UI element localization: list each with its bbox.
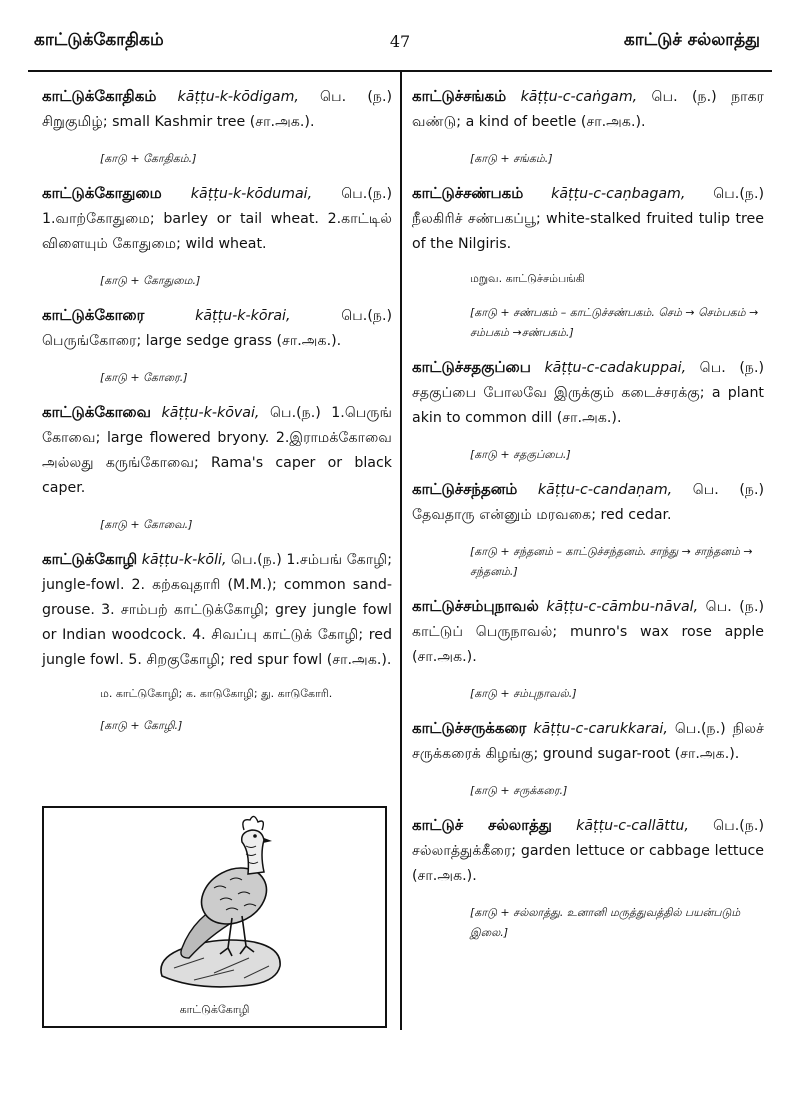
definition: பெ. (ந.) காட்டுப் பெருநாவல்; munro's wax rose apple (சா.அக.). — [412, 599, 764, 665]
etymology: [காடு + சருக்கரை.] — [470, 784, 568, 797]
etymology: [காடு + கோதுமை.] — [100, 274, 201, 287]
transliteration: kāṭṭu-c-callāttu, — [576, 818, 689, 834]
etymology: [காடு + கோவை.] — [100, 518, 193, 531]
definition: பெ.(ந.) பெருங்கோரை; large sedge grass (சா.அக.). — [42, 308, 392, 349]
headword: காட்டுச்சண்பகம் — [412, 184, 524, 202]
transliteration: kāṭṭu-k-kōdumai, — [190, 186, 313, 202]
transliteration: kāṭṭu-c-carukkarai, — [533, 721, 668, 737]
transliteration: kāṭṭu-c-caṇbagam, — [551, 186, 686, 202]
headword: காட்டுச்சருக்கரை — [412, 719, 527, 737]
dictionary-entry — [42, 303, 392, 388]
headword: காட்டுச்சங்கம் — [412, 87, 507, 105]
dictionary-entry — [412, 181, 764, 343]
transliteration: kāṭṭu-c-candaṇam, — [537, 482, 673, 498]
dictionary-entry — [412, 84, 764, 169]
illustration-box — [42, 806, 387, 1028]
definition: பெ.(ந.) நிலச் சருக்கரைக் கிழங்கு; ground sugar-root (சா.அக.). — [412, 721, 764, 762]
definition: பெ.(ந.) 1.பெருங் கோவை; large flowered bryony. 2.இராமக்கோவை அல்லது கருங்கோவை; Rama's caper or black caper. — [42, 405, 392, 496]
entry-text — [42, 181, 392, 257]
entry-text — [412, 813, 764, 889]
entry-text — [412, 181, 764, 257]
headword: காட்டுக்கோவை — [42, 403, 151, 421]
definition: பெ.(ந.) 1.சம்பங் கோழி; jungle-fowl. 2. கற்கவுதாரி (M.M.); common sand-grouse. 3. சாம்பற் காட்டுக்கோழி; grey jungle fowl or Indian woodcock. 4. சிவப்பு காட்டுக் கோழி; red jungle fowl. 5. சிறகுகோழி; red spur fowl (சா.அக.). — [42, 552, 392, 668]
entry-text — [412, 355, 764, 431]
page-header — [28, 30, 772, 64]
etymology: [காடு + சதகுப்பை.] — [470, 448, 571, 461]
transliteration: kāṭṭu-c-cadakuppai, — [544, 360, 687, 376]
definition: பெ.(ந.) 1.வாற்கோதுமை; barley or tail wheat. 2.காட்டில் விளையும் கோதுமை; wild wheat. — [42, 186, 392, 252]
definition: பெ. (ந.) தேவதாரு என்னும் மரவகை; red cedar. — [412, 482, 764, 523]
etymology: [காடு + கோழி.] — [100, 719, 183, 732]
etymology: [காடு + சம்புநாவல்.] — [470, 687, 577, 700]
transliteration: kāṭṭu-k-kōrai, — [195, 308, 291, 324]
entry-text — [412, 716, 764, 767]
dictionary-entry — [412, 716, 764, 801]
page-number: 47 — [389, 32, 411, 51]
dictionary-entry — [412, 355, 764, 465]
dictionary-entry — [42, 84, 392, 169]
dictionary-entry — [412, 477, 764, 582]
figure-caption: காட்டுக்கோழி — [179, 1003, 250, 1016]
entry-text — [42, 84, 392, 135]
entry-text — [42, 400, 392, 501]
entry-text — [412, 594, 764, 670]
header-right-guideword: காட்டுச் சல்லாத்து — [623, 30, 760, 50]
left-column — [42, 84, 392, 748]
headword: காட்டுச்சதகுப்பை — [412, 358, 531, 376]
definition: பெ. (ந.) சதகுப்பை போலவே இருக்கும் கடைச்சரக்கு; a plant akin to common dill (சா.அக.). — [412, 360, 765, 426]
etymology: [காடு + கோரை.] — [100, 371, 188, 384]
etymology: [காடு + சண்பகம் – காட்டுச்சண்பகம். செம் → செம்பகம் → சம்பகம் →சண்பகம்.] — [470, 306, 759, 339]
etymology: [காடு + சந்தனம் – காட்டுச்சந்தனம். சாந்து → சாந்தனம் → சந்தனம்.] — [470, 545, 753, 578]
dictionary-entry — [42, 181, 392, 291]
entry-text — [42, 303, 392, 354]
header-left-guideword: காட்டுக்கோதிகம் — [34, 30, 164, 50]
headword: காட்டுக்கோரை — [42, 306, 145, 324]
entry-text — [412, 477, 764, 528]
variant-note: மறுவ. காட்டுச்சம்பங்கி — [470, 272, 585, 285]
dictionary-entry — [412, 813, 764, 943]
transliteration: kāṭṭu-c-caṅgam, — [520, 89, 638, 105]
dictionary-entry — [42, 547, 392, 736]
headword: காட்டுச் சல்லாத்து — [412, 816, 552, 834]
transliteration: kāṭṭu-k-kōdigam, — [177, 89, 299, 105]
transliteration: kāṭṭu-k-kōli, — [141, 552, 227, 568]
etymology: [காடு + சங்கம்.] — [470, 152, 553, 165]
right-column — [412, 84, 764, 955]
jungle-fowl-illustration-icon — [44, 808, 385, 998]
dictionary-entry — [42, 400, 392, 535]
etymology: [காடு + கோதிகம்.] — [100, 152, 197, 165]
headword: காட்டுக்கோழி — [42, 550, 138, 568]
etymology: [காடு + சல்லாத்து. உனானி மருத்துவத்தில் பயன்படும் இலை.] — [470, 906, 741, 939]
definition: பெ. (ந.) சிறுகுமிழ்; small Kashmir tree (சா.அக.). — [42, 89, 392, 130]
headword: காட்டுச்சம்புநாவல் — [412, 597, 539, 615]
transliteration: kāṭṭu-k-kōvai, — [161, 405, 260, 421]
definition: பெ. (ந.) நாகர வண்டு; a kind of beetle (சா.அக.). — [412, 89, 764, 130]
headword: காட்டுச்சந்தனம் — [412, 480, 518, 498]
dictionary-entry — [412, 594, 764, 704]
cognates: ம. காட்டுகோழி; க. காடுகோழி; து. காடுகோரி. — [100, 687, 333, 700]
definition: பெ.(ந.) நீலகிரிச் சண்பகப்பூ; white-stalked fruited tulip tree of the Nilgiris. — [412, 186, 764, 252]
headword: காட்டுக்கோதுமை — [42, 184, 162, 202]
transliteration: kāṭṭu-c-cāmbu-nāval, — [546, 599, 699, 615]
headword: காட்டுக்கோதிகம் — [42, 87, 157, 105]
definition: பெ.(ந.) சல்லாத்துக்கீரை; garden lettuce or cabbage lettuce (சா.அக.). — [412, 818, 764, 884]
entry-text — [412, 84, 764, 135]
column-divider — [400, 72, 402, 1030]
entry-text — [42, 547, 392, 673]
